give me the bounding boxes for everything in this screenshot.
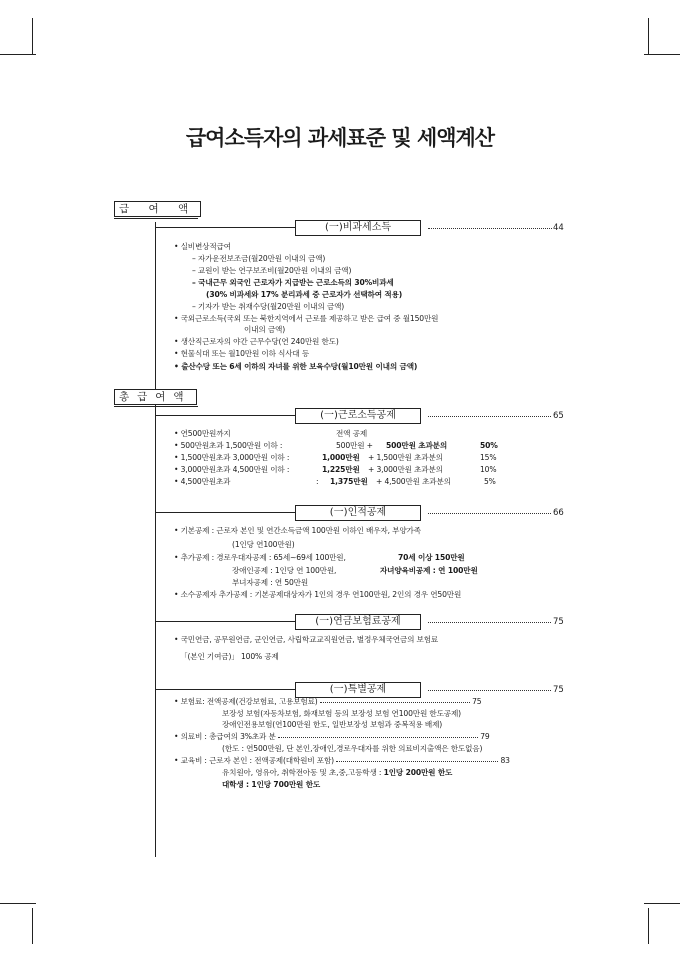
leader-dots: [428, 622, 551, 623]
flow-spine: [155, 222, 156, 857]
list-item: [174, 697, 481, 707]
leader-dots: [320, 702, 470, 703]
crop-mark: [32, 908, 33, 944]
heading-nontaxable: (一)비과세소득: [295, 220, 421, 236]
list-item: • 3,000만원초과 4,500만원 이하 :: [174, 465, 290, 474]
heading-personal-deduction: (一)인적공제: [295, 505, 421, 521]
list-item: 장애인전용보험(연100만원 한도, 일반보장성 보험과 중복적용 배제): [222, 720, 443, 729]
leader-dots: [428, 416, 551, 417]
heading-pension-deduction: (一)연금보험료공제: [295, 614, 421, 630]
list-item: • 기본공제 : 근로자 본인 및 연간소득금액 100만원 이하인 배우자, 부양가족: [174, 526, 421, 535]
section-total-pay-label: 총급여액: [114, 389, 197, 405]
leader-dots: [278, 737, 478, 738]
list-rate: 15%: [480, 453, 497, 462]
list-item: [174, 756, 510, 766]
branch-line: [155, 621, 295, 622]
section-total-pay-line: [114, 406, 198, 407]
list-item: 부녀자공제 : 연 50만원: [232, 578, 309, 587]
list-item: • 추가공제 : 경로우대자공제 : 65세~69세 100만원,: [174, 553, 346, 562]
page-ref: 44: [553, 223, 564, 233]
list-item: 대학생 : 1인당 700만원 한도: [222, 780, 321, 789]
list-item: • 500만원초과 1,500만원 이하 :: [174, 441, 283, 450]
list-item: (1인당 연100만원): [232, 540, 295, 549]
branch-line: [155, 689, 295, 690]
list-item-text: • 의료비 : 총급여의 3%초과 분: [174, 732, 276, 741]
list-item: • 4,500만원초과: [174, 477, 231, 486]
crop-mark: [0, 54, 36, 55]
branch-line: [155, 415, 295, 416]
list-rate: 50%: [480, 441, 498, 450]
list-value: 자녀양육비공제 : 연 100만원: [380, 566, 478, 575]
list-item: • 생산직근로자의 야간 근무수당(연 240만원 한도): [174, 337, 339, 346]
page-ref: 75: [472, 697, 482, 706]
list-item: 보장성 보험(자동차보험, 화재보험 등의 보장성 보험 연100만원 한도공제): [222, 709, 461, 718]
list-item-text: 유치원아, 영유아, 취학전아동 및 초,중,고등학생 :: [222, 768, 382, 777]
list-value: 500만원 초과분의: [386, 441, 448, 450]
list-value: :: [316, 477, 319, 486]
list-value: 1,375만원: [330, 477, 368, 486]
branch-line: [155, 512, 295, 513]
list-item: 이내의 금액): [244, 325, 286, 334]
list-value: 1,000만원: [322, 453, 360, 462]
list-value: + 3,000만원 초과분의: [368, 465, 443, 474]
list-item: • 소수공제자 추가공제 : 기본공제대상자가 1인의 경우 연100만원, 2인의 경우 연50만원: [174, 590, 462, 599]
list-item: – 기자가 받는 취재수당(월20만원 이내의 금액): [192, 302, 345, 311]
page-ref: 66: [553, 508, 564, 518]
page-title: 급여소득자의 과세표준 및 세액계산: [185, 126, 495, 150]
page-ref: 65: [553, 411, 564, 421]
list-value: 1,225만원: [322, 465, 360, 474]
list-item: • 국민연금, 공무원연금, 군인연금, 사립학교교직원연금, 별정우체국연금의 보험료: [174, 635, 439, 644]
list-value: 70세 이상 150만원: [398, 553, 465, 562]
list-value: + 1,500만원 초과분의: [368, 453, 443, 462]
list-item: • 출산수당 또는 6세 이하의 자녀를 위한 보육수당(월10만원 이내의 금액): [174, 362, 418, 371]
heading-earned-income-deduction: (一)근로소득공제: [295, 408, 421, 424]
section-gross-pay-label: 급 여 액: [114, 201, 201, 217]
list-item: 장애인공제 : 1인당 연 100만원,: [232, 566, 337, 575]
list-item: (한도 : 연500만원, 단 본인,장애인,경로우대자를 위한 의료비지출액은 한도없음): [222, 744, 483, 753]
list-value: + 4,500만원 초과분의: [376, 477, 451, 486]
crop-mark: [644, 903, 680, 904]
list-item-text: • 교육비 : 근로자 본인 : 전액공제(대학원비 포함): [174, 756, 334, 765]
list-item: (30% 비과세와 17% 분리과세 중 근로자가 선택하여 적용): [206, 290, 403, 299]
page-ref: 79: [480, 732, 490, 741]
list-item: – 자가운전보조금(월20만원 이내의 금액): [192, 254, 326, 263]
list-item: – 국내근무 외국인 근로자가 지급받는 근로소득의 30%비과세: [192, 278, 394, 287]
leader-dots: [428, 690, 551, 691]
list-rate: 10%: [480, 465, 497, 474]
list-item: – 교원이 받는 연구보조비(월20만원 이내의 금액): [192, 266, 352, 275]
list-rate: 5%: [484, 477, 496, 486]
list-item: [174, 732, 490, 742]
section-gross-pay-line: [114, 218, 198, 219]
list-item: 「(본인 기여금)」 100% 공제: [180, 652, 279, 661]
branch-line: [155, 227, 295, 228]
crop-mark: [32, 18, 33, 54]
heading-special-deduction: (一)특별공제: [295, 682, 421, 698]
page-ref: 83: [500, 756, 510, 765]
list-item-text: • 보험료: 전액공제(건강보험료, 고용보험료): [174, 697, 318, 706]
crop-mark: [644, 54, 680, 55]
leader-dots: [336, 761, 498, 762]
list-item: [222, 768, 452, 778]
list-value: 전액 공제: [336, 429, 368, 438]
crop-mark: [648, 18, 649, 54]
page-ref: 75: [553, 685, 564, 695]
page-ref: 75: [553, 617, 564, 627]
list-item: • 연500만원까지: [174, 429, 231, 438]
leader-dots: [428, 228, 552, 229]
list-value: 500만원 +: [336, 441, 373, 450]
leader-dots: [428, 513, 551, 514]
list-value: 1인당 200만원 한도: [383, 768, 453, 777]
list-item: • 1,500만원초과 3,000만원 이하 :: [174, 453, 290, 462]
list-item: • 현물식대 또는 월10만원 이하 식사대 등: [174, 349, 310, 358]
crop-mark: [648, 908, 649, 944]
crop-mark: [0, 903, 36, 904]
list-item: • 실비변상적급여: [174, 242, 231, 251]
list-item: • 국외근로소득(국외 또는 북한지역에서 근로를 제공하고 받은 급여 중 월150만원: [174, 314, 439, 323]
